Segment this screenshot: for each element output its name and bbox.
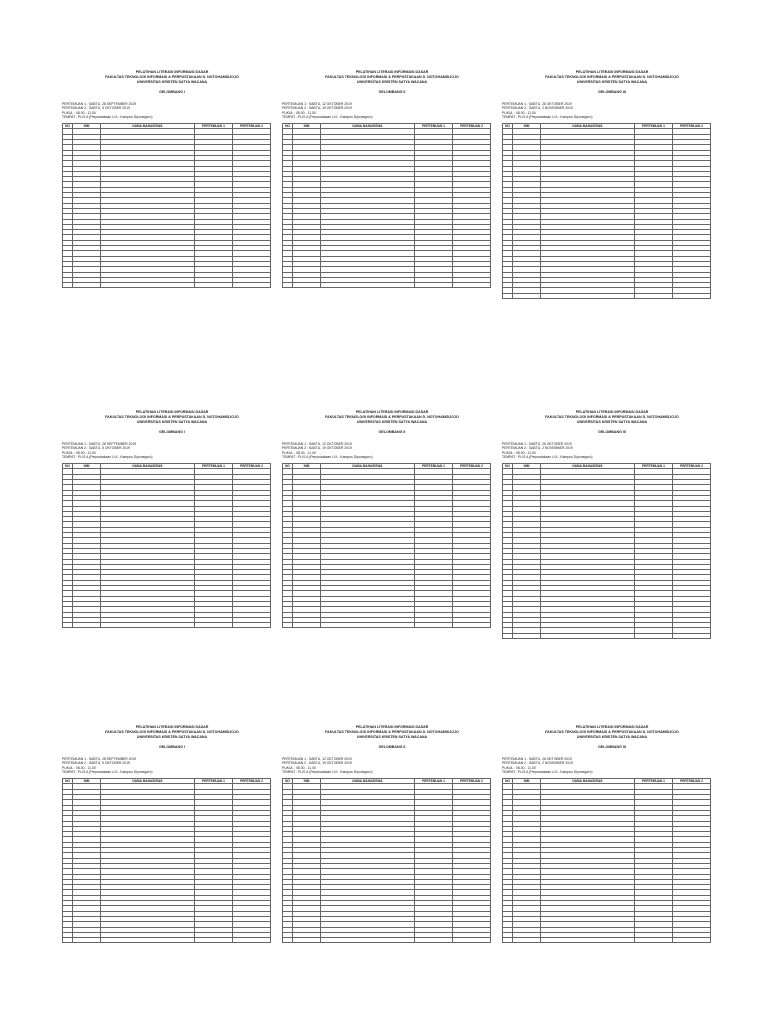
session-info <box>62 442 282 459</box>
column-header-p2: PERTEMUAN 2 <box>453 124 491 129</box>
header-faculty: FAKULTAS TEKNOLOGI INFORMASI & PERPUSTAKAAN D. NOTOHAMIDJOJO <box>105 75 239 79</box>
row-number <box>283 938 293 943</box>
header-faculty: FAKULTAS TEKNOLOGI INFORMASI & PERPUSTAKAAN D. NOTOHAMIDJOJO <box>545 415 679 419</box>
session-info <box>62 102 282 119</box>
session-date: PERTEMUAN 1 : SABTU, 28 SEPTEMBER 2019 <box>62 757 137 761</box>
attendance-panel <box>502 725 722 943</box>
roster-table <box>62 123 271 288</box>
header-university: UNIVERSITAS KRISTEN SATYA WACANA <box>136 80 208 84</box>
roster-table <box>502 463 711 639</box>
session-date: PERTEMUAN 1 : SABTU, 12 OKTOBER 2019 <box>282 442 352 446</box>
row-number <box>283 283 293 288</box>
group-label: GELOMBANG I <box>159 430 185 434</box>
attendance-p2 <box>453 938 491 943</box>
header-university: UNIVERSITAS KRISTEN SATYA WACANA <box>356 80 428 84</box>
attendance-panel <box>62 725 282 943</box>
student-name <box>321 938 415 943</box>
student-nim <box>73 283 101 288</box>
attendance-p2 <box>233 283 271 288</box>
attendance-p2 <box>673 633 711 638</box>
session-info <box>62 757 282 774</box>
student-nim <box>293 623 321 628</box>
row-number <box>283 623 293 628</box>
column-header-name: NAMA MAHASISWA <box>541 124 635 129</box>
row-number <box>503 293 513 298</box>
session-date: PERTEMUAN 2 : SABTU, 19 OKTOBER 2019 <box>282 106 352 111</box>
student-nim <box>293 283 321 288</box>
column-header-no: NO <box>283 779 293 784</box>
header-title: PELATIHAN LITERASI INFORMASI DASAR <box>135 70 209 74</box>
session-time: PUKUL : 08.00 - 11.00 <box>502 765 536 770</box>
session-date: PERTEMUAN 2 : SABTU, 2 NOVEMBER 2019 <box>502 106 573 111</box>
student-nim <box>73 623 101 628</box>
table-row <box>63 283 271 288</box>
attendance-p1 <box>635 938 673 943</box>
column-header-name: NAMA MAHASISWA <box>101 464 195 469</box>
column-header-p1: PERTEMUAN 1 <box>415 464 453 469</box>
panel-header <box>502 410 722 425</box>
session-time: PUKUL : 08.00 - 11.00 <box>282 110 316 115</box>
row-number <box>503 938 513 943</box>
column-header-p2: PERTEMUAN 2 <box>453 464 491 469</box>
header-title: PELATIHAN LITERASI INFORMASI DASAR <box>135 725 209 729</box>
panel-header <box>62 410 282 425</box>
header-university: UNIVERSITAS KRISTEN SATYA WACANA <box>356 420 428 424</box>
panel-header <box>282 410 502 425</box>
attendance-p1 <box>635 633 673 638</box>
attendance-p2 <box>673 938 711 943</box>
column-header-nim: NIM <box>513 464 541 469</box>
student-nim <box>513 633 541 638</box>
header-title: PELATIHAN LITERASI INFORMASI DASAR <box>575 70 649 74</box>
session-time: PUKUL : 08.00 - 11.00 <box>282 765 316 770</box>
attendance-p2 <box>233 623 271 628</box>
attendance-p2 <box>233 938 271 943</box>
column-header-p1: PERTEMUAN 1 <box>195 464 233 469</box>
attendance-panel <box>62 70 282 288</box>
column-header-name: NAMA MAHASISWA <box>101 124 195 129</box>
column-header-p2: PERTEMUAN 2 <box>673 124 711 129</box>
column-header-nim: NIM <box>293 779 321 784</box>
attendance-p1 <box>415 623 453 628</box>
session-venue: TEMPAT : PLIS A (Perpustakaan U.II - Kampus Diponegoro) <box>282 114 373 119</box>
column-header-p1: PERTEMUAN 1 <box>415 124 453 129</box>
session-info <box>282 757 502 774</box>
student-nim <box>73 938 101 943</box>
column-header-p1: PERTEMUAN 1 <box>635 124 673 129</box>
session-date: PERTEMUAN 1 : SABTU, 28 SEPTEMBER 2019 <box>62 442 137 446</box>
header-faculty: FAKULTAS TEKNOLOGI INFORMASI & PERPUSTAKAAN D. NOTOHAMIDJOJO <box>545 730 679 734</box>
table-row <box>283 938 491 943</box>
session-venue: TEMPAT : PLIS A (Perpustakaan U.II - Kampus Diponegoro) <box>282 454 373 459</box>
student-name <box>321 283 415 288</box>
student-nim <box>513 293 541 298</box>
header-title: PELATIHAN LITERASI INFORMASI DASAR <box>355 410 429 414</box>
session-info <box>502 757 722 774</box>
attendance-p1 <box>195 938 233 943</box>
student-nim <box>513 938 541 943</box>
header-title: PELATIHAN LITERASI INFORMASI DASAR <box>355 70 429 74</box>
table-row <box>503 633 711 638</box>
column-header-p2: PERTEMUAN 2 <box>233 779 271 784</box>
attendance-p1 <box>635 293 673 298</box>
student-name <box>101 623 195 628</box>
session-date: PERTEMUAN 1 : SABTU, 12 OKTOBER 2019 <box>282 102 352 106</box>
session-date: PERTEMUAN 2 : SABTU, 19 OKTOBER 2019 <box>282 761 352 766</box>
column-header-p1: PERTEMUAN 1 <box>635 779 673 784</box>
attendance-p2 <box>453 283 491 288</box>
header-faculty: FAKULTAS TEKNOLOGI INFORMASI & PERPUSTAKAAN D. NOTOHAMIDJOJO <box>105 730 239 734</box>
session-date: PERTEMUAN 2 : SABTU, 5 OKTOBER 2019 <box>62 761 130 766</box>
row-number <box>503 633 513 638</box>
column-header-no: NO <box>503 464 513 469</box>
table-row <box>503 938 711 943</box>
session-time: PUKUL : 08.00 - 11.00 <box>282 450 316 455</box>
column-header-nim: NIM <box>293 464 321 469</box>
row-number <box>63 938 73 943</box>
column-header-p2: PERTEMUAN 2 <box>673 779 711 784</box>
column-header-nim: NIM <box>73 464 101 469</box>
column-header-no: NO <box>283 464 293 469</box>
column-header-name: NAMA MAHASISWA <box>541 464 635 469</box>
header-faculty: FAKULTAS TEKNOLOGI INFORMASI & PERPUSTAKAAN D. NOTOHAMIDJOJO <box>325 75 459 79</box>
group-label: GELOMBANG I <box>159 90 185 94</box>
column-header-no: NO <box>503 124 513 129</box>
session-time: PUKUL : 08.00 - 11.00 <box>502 110 536 115</box>
column-header-name: NAMA MAHASISWA <box>321 779 415 784</box>
group-label: GELOMBANG I <box>159 745 185 749</box>
group-label: GELOMBANG II <box>378 430 406 434</box>
attendance-panel <box>282 725 502 943</box>
column-header-name: NAMA MAHASISWA <box>541 779 635 784</box>
panel-header <box>502 70 722 85</box>
session-info <box>282 442 502 459</box>
column-header-nim: NIM <box>73 124 101 129</box>
group-label: GELOMBANG II <box>378 745 406 749</box>
session-date: PERTEMUAN 1 : SABTU, 26 OKTOBER 2019 <box>502 102 572 106</box>
session-venue: TEMPAT : PLIS A (Perpustakaan U.II - Kampus Diponegoro) <box>62 114 153 119</box>
column-header-p2: PERTEMUAN 2 <box>233 124 271 129</box>
roster-table <box>62 778 271 943</box>
column-header-nim: NIM <box>513 124 541 129</box>
panel-header <box>62 70 282 85</box>
session-date: PERTEMUAN 1 : SABTU, 26 OKTOBER 2019 <box>502 442 572 446</box>
table-row <box>63 938 271 943</box>
attendance-p1 <box>415 938 453 943</box>
student-nim <box>293 938 321 943</box>
column-header-p2: PERTEMUAN 2 <box>233 464 271 469</box>
column-header-p1: PERTEMUAN 1 <box>635 464 673 469</box>
roster-table <box>282 778 491 943</box>
session-date: PERTEMUAN 2 : SABTU, 5 OKTOBER 2019 <box>62 446 130 451</box>
session-date: PERTEMUAN 1 : SABTU, 12 OKTOBER 2019 <box>282 757 352 761</box>
student-name <box>321 623 415 628</box>
column-header-name: NAMA MAHASISWA <box>321 124 415 129</box>
attendance-panel <box>502 410 722 639</box>
header-university: UNIVERSITAS KRISTEN SATYA WACANA <box>356 735 428 739</box>
header-title: PELATIHAN LITERASI INFORMASI DASAR <box>575 725 649 729</box>
row-number <box>63 283 73 288</box>
session-time: PUKUL : 08.00 - 11.00 <box>62 765 96 770</box>
column-header-no: NO <box>283 124 293 129</box>
panel-header <box>282 70 502 85</box>
attendance-p1 <box>195 283 233 288</box>
column-header-name: NAMA MAHASISWA <box>321 464 415 469</box>
session-venue: TEMPAT : PLIS A (Perpustakaan U.II - Kampus Diponegoro) <box>502 769 593 774</box>
panel-header <box>62 725 282 740</box>
session-date: PERTEMUAN 1 : SABTU, 26 OKTOBER 2019 <box>502 757 572 761</box>
session-info <box>502 102 722 119</box>
student-name <box>101 283 195 288</box>
table-row <box>283 283 491 288</box>
session-venue: TEMPAT : PLIS A (Perpustakaan U.II - Kampus Diponegoro) <box>502 114 593 119</box>
column-header-nim: NIM <box>513 779 541 784</box>
panel-header <box>282 725 502 740</box>
session-date: PERTEMUAN 1 : SABTU, 28 SEPTEMBER 2019 <box>62 102 137 106</box>
column-header-p1: PERTEMUAN 1 <box>195 779 233 784</box>
column-header-p2: PERTEMUAN 2 <box>453 779 491 784</box>
attendance-p2 <box>453 623 491 628</box>
session-date: PERTEMUAN 2 : SABTU, 19 OKTOBER 2019 <box>282 446 352 451</box>
header-university: UNIVERSITAS KRISTEN SATYA WACANA <box>576 80 648 84</box>
attendance-panel <box>282 70 502 288</box>
header-faculty: FAKULTAS TEKNOLOGI INFORMASI & PERPUSTAKAAN D. NOTOHAMIDJOJO <box>105 415 239 419</box>
header-faculty: FAKULTAS TEKNOLOGI INFORMASI & PERPUSTAKAAN D. NOTOHAMIDJOJO <box>325 415 459 419</box>
column-header-p1: PERTEMUAN 1 <box>415 779 453 784</box>
session-date: PERTEMUAN 2 : SABTU, 5 OKTOBER 2019 <box>62 106 130 111</box>
column-header-p2: PERTEMUAN 2 <box>673 464 711 469</box>
table-row <box>283 623 491 628</box>
table-row <box>63 623 271 628</box>
session-date: PERTEMUAN 2 : SABTU, 2 NOVEMBER 2019 <box>502 761 573 766</box>
roster-table <box>282 463 491 628</box>
header-title: PELATIHAN LITERASI INFORMASI DASAR <box>135 410 209 414</box>
attendance-p1 <box>195 623 233 628</box>
table-row <box>503 293 711 298</box>
column-header-nim: NIM <box>73 779 101 784</box>
group-label: GELOMBANG III <box>598 430 626 434</box>
session-date: PERTEMUAN 2 : SABTU, 2 NOVEMBER 2019 <box>502 446 573 451</box>
attendance-panel <box>502 70 722 299</box>
session-venue: TEMPAT : PLIS A (Perpustakaan U.II - Kampus Diponegoro) <box>62 454 153 459</box>
row-number <box>63 623 73 628</box>
attendance-p1 <box>415 283 453 288</box>
column-header-name: NAMA MAHASISWA <box>101 779 195 784</box>
column-header-p1: PERTEMUAN 1 <box>195 124 233 129</box>
header-university: UNIVERSITAS KRISTEN SATYA WACANA <box>136 420 208 424</box>
header-faculty: FAKULTAS TEKNOLOGI INFORMASI & PERPUSTAKAAN D. NOTOHAMIDJOJO <box>325 730 459 734</box>
student-name <box>541 938 635 943</box>
session-time: PUKUL : 08.00 - 11.00 <box>502 450 536 455</box>
roster-table <box>502 778 711 943</box>
roster-table <box>502 123 711 299</box>
session-info <box>282 102 502 119</box>
header-university: UNIVERSITAS KRISTEN SATYA WACANA <box>576 420 648 424</box>
attendance-p2 <box>673 293 711 298</box>
column-header-no: NO <box>63 779 73 784</box>
session-venue: TEMPAT : PLIS A (Perpustakaan U.II - Kampus Diponegoro) <box>282 769 373 774</box>
column-header-nim: NIM <box>293 124 321 129</box>
session-time: PUKUL : 08.00 - 11.00 <box>62 110 96 115</box>
column-header-no: NO <box>63 124 73 129</box>
group-label: GELOMBANG III <box>598 90 626 94</box>
panel-header <box>502 725 722 740</box>
group-label: GELOMBANG II <box>378 90 406 94</box>
header-faculty: FAKULTAS TEKNOLOGI INFORMASI & PERPUSTAKAAN D. NOTOHAMIDJOJO <box>545 75 679 79</box>
session-time: PUKUL : 08.00 - 11.00 <box>62 450 96 455</box>
column-header-no: NO <box>63 464 73 469</box>
header-university: UNIVERSITAS KRISTEN SATYA WACANA <box>136 735 208 739</box>
header-title: PELATIHAN LITERASI INFORMASI DASAR <box>575 410 649 414</box>
header-title: PELATIHAN LITERASI INFORMASI DASAR <box>355 725 429 729</box>
student-name <box>101 938 195 943</box>
session-info <box>502 442 722 459</box>
attendance-panel <box>282 410 502 628</box>
roster-table <box>62 463 271 628</box>
group-label: GELOMBANG III <box>598 745 626 749</box>
session-venue: TEMPAT : PLIS A (Perpustakaan U.II - Kampus Diponegoro) <box>502 454 593 459</box>
student-name <box>541 633 635 638</box>
student-name <box>541 293 635 298</box>
session-venue: TEMPAT : PLIS A (Perpustakaan U.II - Kampus Diponegoro) <box>62 769 153 774</box>
roster-table <box>282 123 491 288</box>
column-header-no: NO <box>503 779 513 784</box>
attendance-panel <box>62 410 282 628</box>
header-university: UNIVERSITAS KRISTEN SATYA WACANA <box>576 735 648 739</box>
